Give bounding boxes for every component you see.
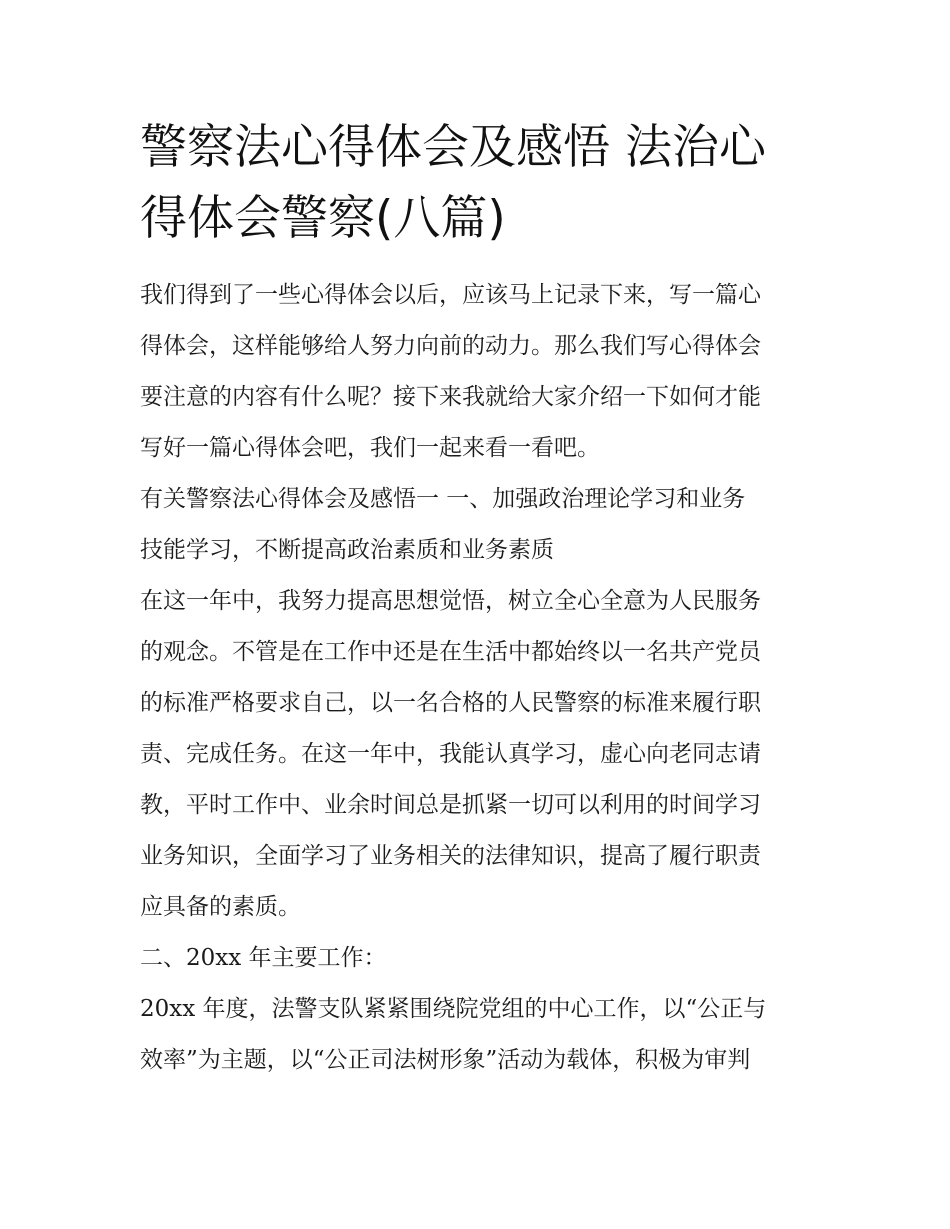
section-heading-line: 有关警察法心得体会及感悟一 一、加强政治理论学习和业务	[140, 486, 746, 512]
section-heading-line: 技能学习，不断提高政治素质和业务素质	[140, 537, 554, 563]
body-line: 得体会，这样能够给人努力向前的动力。那么我们写心得体会	[140, 333, 761, 359]
body-line: 效率”为主题，以“公正司法树形象”活动为载体，积极为审判	[140, 1047, 751, 1073]
section-heading-line: 二、20xx 年主要工作：	[140, 945, 387, 971]
body-line: 应具备的素质。	[140, 894, 301, 920]
body-line: 在这一年中，我努力提高思想觉悟，树立全心全意为人民服务	[140, 588, 761, 614]
body-line: 的观念。不管是在工作中还是在生活中都始终以一名共产党员	[140, 639, 761, 665]
document-title	[140, 112, 820, 254]
document-page	[140, 112, 820, 1086]
document-body	[140, 270, 820, 1086]
body-line: 责、完成任务。在这一年中，我能认真学习，虚心向老同志请	[140, 741, 761, 767]
body-line: 的标准严格要求自己，以一名合格的人民警察的标准来履行职	[140, 690, 761, 716]
body-line: 业务知识，全面学习了业务相关的法律知识，提高了履行职责	[140, 843, 761, 869]
body-line: 教，平时工作中、业余时间总是抓紧一切可以利用的时间学习	[140, 792, 761, 818]
title-line: 警察法心得体会及感悟 法治心	[140, 120, 766, 175]
body-line: 写好一篇心得体会吧，我们一起来看一看吧。	[140, 435, 600, 461]
body-line: 要注意的内容有什么呢？接下来我就给大家介绍一下如何才能	[140, 384, 761, 410]
body-line: 我们得到了一些心得体会以后，应该马上记录下来，写一篇心	[140, 282, 761, 308]
title-line: 得体会警察(八篇)	[140, 191, 506, 246]
body-line: 20xx 年度，法警支队紧紧围绕院党组的中心工作，以“公正与	[140, 996, 767, 1022]
